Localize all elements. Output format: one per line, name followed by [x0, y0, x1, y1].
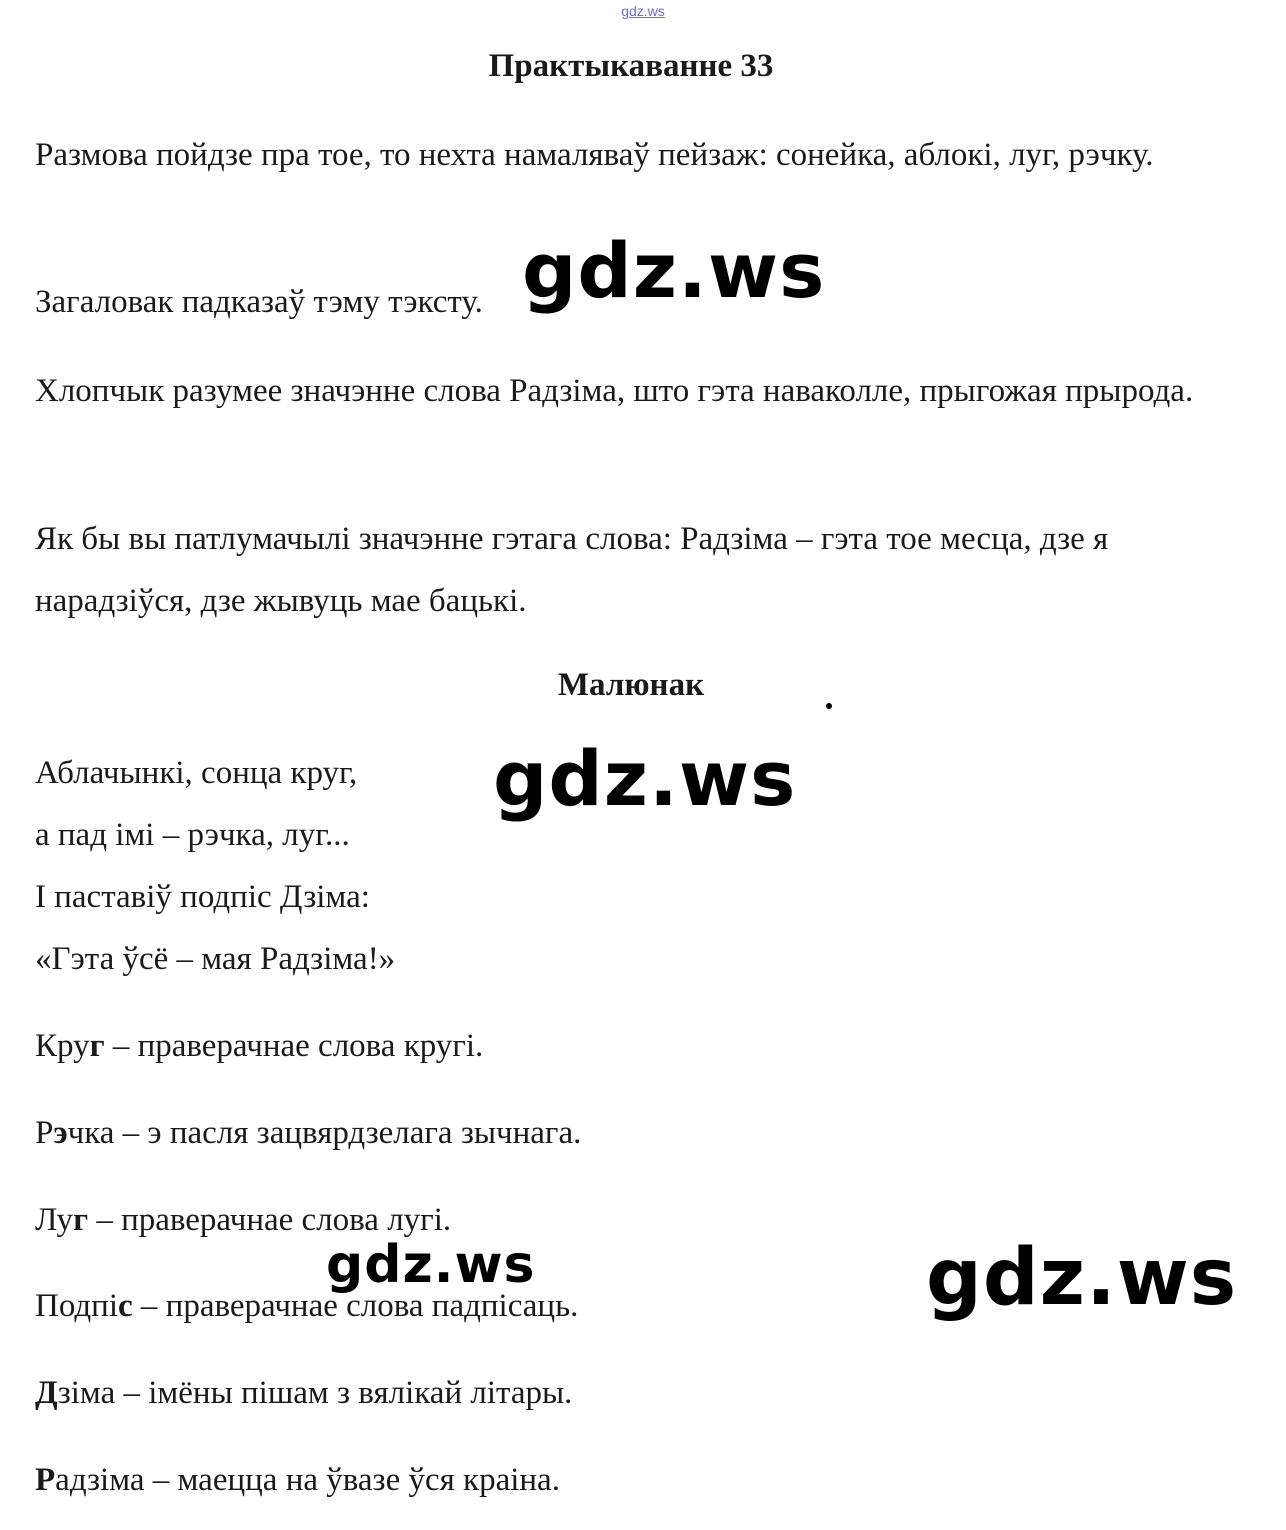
paragraph-3: Хлопчык разумее значэнне слова Радзіма, што гэта наваколле, прыгожая прырода. [35, 373, 1194, 409]
note-line: Радзіма – маецца на ўвазе ўся краіна. [35, 1462, 560, 1498]
poem-title: Малюнак [557, 667, 705, 703]
watermark: gdz.ws [493, 734, 797, 823]
site-mark[interactable]: gdz.ws [621, 3, 665, 19]
poem-line: Аблачынкі, сонца круг, [35, 755, 358, 791]
watermark: gdz.ws [522, 226, 826, 315]
page-title: Практыкаванне 33 [488, 48, 774, 84]
poem-line: «Гэта ўсё – мая Радзіма!» [35, 941, 396, 977]
paragraph-1: Размова пойдзе пра тое, то нехта намаляваў пейзаж: сонейка, аблокі, луг, рэчку. [35, 137, 1154, 173]
watermark: gdz.ws [926, 1233, 1238, 1323]
note-line: Подпіс – праверачнае слова падпісаць. [35, 1288, 579, 1324]
watermark: gdz.ws [326, 1235, 536, 1295]
stray-dot [826, 703, 832, 709]
poem-line: а пад імі – рэчка, луг... [35, 817, 350, 853]
note-line: Луг – праверачнае слова лугі. [35, 1202, 452, 1238]
note-line: Круг – праверачнае слова кругі. [35, 1028, 484, 1064]
poem-line: І паставіў подпіс Дзіма: [35, 879, 370, 915]
note-line: Дзіма – імёны пішам з вялікай літары. [35, 1375, 573, 1411]
note-line: Рэчка – э пасля зацвярдзелага зычнага. [35, 1115, 582, 1151]
paragraph-4: Як бы вы патлумачылі значэнне гэтага слова: Радзіма – гэта тое месца, дзе я нарадзіўся, дзе жывуць мае бацькі. [35, 521, 1109, 619]
paragraph-2: Загаловак падказаў тэму тэксту. [35, 284, 483, 320]
